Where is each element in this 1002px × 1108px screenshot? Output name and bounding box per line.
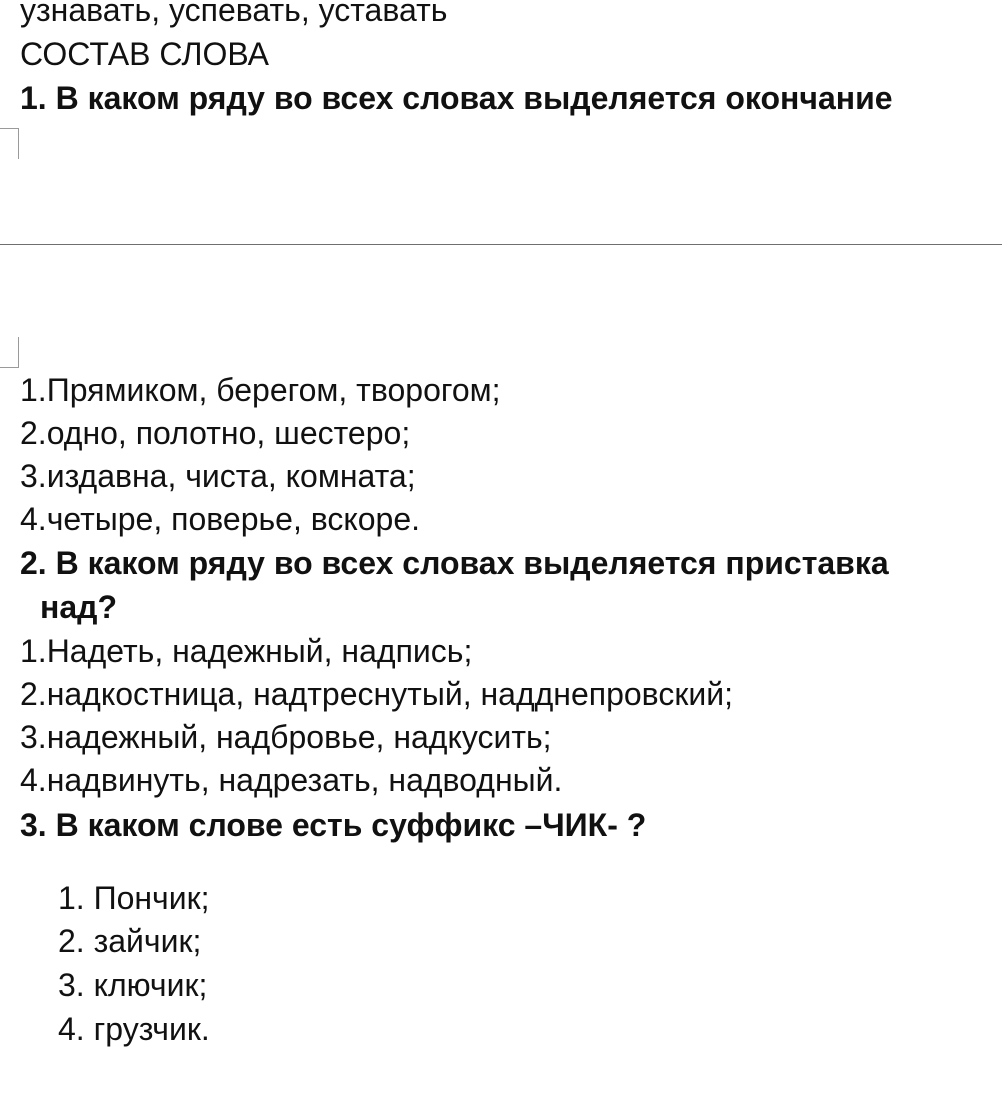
- q2-option: 4.надвинуть, надрезать, надводный.: [20, 762, 563, 798]
- question-2: 2. В каком ряду во всех словах выделяется приставка: [20, 545, 889, 581]
- page-corner-mark: [0, 128, 19, 159]
- q1-option: 3.издавна, чиста, комната;: [20, 458, 416, 494]
- q3-option: 2. зайчик;: [58, 923, 202, 959]
- q2-option: 1.Надеть, надежный, надпись;: [20, 633, 473, 669]
- page-corner-mark: [0, 337, 19, 368]
- question-1: 1. В каком ряду во всех словах выделяется окончание: [20, 80, 893, 116]
- word-list-line: узнавать, успевать, уставать: [20, 0, 448, 28]
- section-title: СОСТАВ СЛОВА: [20, 36, 269, 72]
- q3-option: 3. ключик;: [58, 967, 208, 1003]
- q1-option: 1.Прямиком, берегом, творогом;: [20, 372, 501, 408]
- q3-option: 1. Пончик;: [58, 880, 210, 916]
- q2-option: 3.надежный, надбровье, надкусить;: [20, 719, 552, 755]
- q2-option: 2.надкостница, надтреснутый, надднепровский;: [20, 676, 733, 712]
- q1-option: 4.четыре, поверье, вскоре.: [20, 501, 421, 537]
- q3-option: 4. грузчик.: [58, 1011, 210, 1047]
- question-2-continuation: над?: [40, 589, 117, 625]
- question-3: 3. В каком слове есть суффикс –ЧИК- ?: [20, 807, 647, 843]
- page-break-divider: [0, 244, 1002, 245]
- q1-option: 2.одно, полотно, шестеро;: [20, 415, 411, 451]
